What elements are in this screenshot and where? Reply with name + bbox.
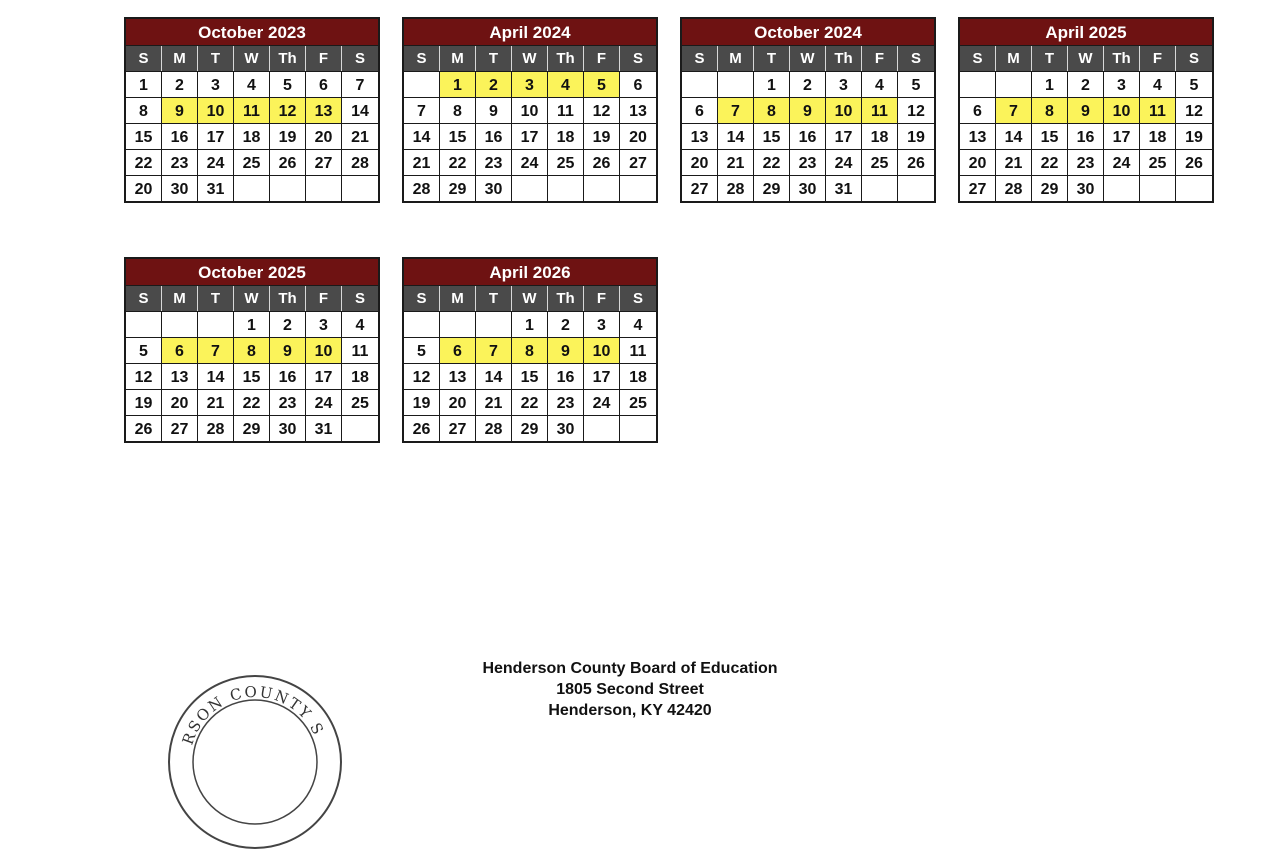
day-cell: 20 <box>440 389 476 415</box>
day-of-week-header: Th <box>1104 46 1140 71</box>
highlighted-day-cell: 9 <box>548 337 584 363</box>
day-cell: 25 <box>234 149 270 175</box>
day-of-week-header: S <box>404 46 440 71</box>
day-cell: 5 <box>270 71 306 97</box>
day-cell: 18 <box>548 123 584 149</box>
day-cell: 8 <box>126 97 162 123</box>
day-cell: 3 <box>198 71 234 97</box>
day-cell: 1 <box>1032 71 1068 97</box>
day-cell: 12 <box>126 363 162 389</box>
calendar-october-2023 <box>124 17 380 203</box>
day-cell: 21 <box>198 389 234 415</box>
day-cell: 11 <box>342 337 378 363</box>
calendar-title: April 2026 <box>404 259 656 286</box>
calendar-title: October 2024 <box>682 19 934 46</box>
day-of-week-header: M <box>162 286 198 311</box>
calendar-title: April 2024 <box>404 19 656 46</box>
day-cell: 22 <box>234 389 270 415</box>
day-cell: 14 <box>342 97 378 123</box>
day-of-week-header: F <box>306 46 342 71</box>
day-cell: 19 <box>270 123 306 149</box>
day-cell: 21 <box>476 389 512 415</box>
day-cell: 31 <box>306 415 342 441</box>
day-of-week-header: F <box>584 46 620 71</box>
highlighted-day-cell: 6 <box>440 337 476 363</box>
empty-day-cell <box>476 311 512 337</box>
day-cell: 22 <box>512 389 548 415</box>
day-of-week-header: S <box>682 46 718 71</box>
day-cell: 21 <box>404 149 440 175</box>
day-cell: 20 <box>682 149 718 175</box>
empty-day-cell <box>682 71 718 97</box>
empty-day-cell <box>342 175 378 201</box>
day-cell: 3 <box>306 311 342 337</box>
empty-day-cell <box>1176 175 1212 201</box>
empty-day-cell <box>198 311 234 337</box>
day-cell: 19 <box>1176 123 1212 149</box>
day-cell: 26 <box>270 149 306 175</box>
day-cell: 5 <box>1176 71 1212 97</box>
day-cell: 19 <box>898 123 934 149</box>
calendar-april-2026 <box>402 257 658 443</box>
seal-text: RSON COUNTY S <box>178 682 328 748</box>
day-cell: 13 <box>162 363 198 389</box>
empty-day-cell <box>234 175 270 201</box>
day-cell: 4 <box>342 311 378 337</box>
day-cell: 15 <box>512 363 548 389</box>
day-cell: 16 <box>162 123 198 149</box>
day-of-week-header: S <box>126 46 162 71</box>
day-cell: 13 <box>682 123 718 149</box>
calendar-grid <box>126 46 378 201</box>
day-cell: 30 <box>1068 175 1104 201</box>
highlighted-day-cell: 11 <box>862 97 898 123</box>
highlighted-day-cell: 10 <box>306 337 342 363</box>
day-cell: 1 <box>126 71 162 97</box>
day-of-week-header: M <box>718 46 754 71</box>
day-cell: 13 <box>960 123 996 149</box>
day-of-week-header: S <box>342 286 378 311</box>
empty-day-cell <box>512 175 548 201</box>
day-of-week-header: T <box>754 46 790 71</box>
empty-day-cell <box>270 175 306 201</box>
day-cell: 12 <box>584 97 620 123</box>
day-cell: 16 <box>790 123 826 149</box>
day-cell: 25 <box>620 389 656 415</box>
empty-day-cell <box>1140 175 1176 201</box>
calendar-title: October 2023 <box>126 19 378 46</box>
day-cell: 23 <box>162 149 198 175</box>
day-cell: 28 <box>342 149 378 175</box>
empty-day-cell <box>126 311 162 337</box>
day-cell: 27 <box>440 415 476 441</box>
day-cell: 25 <box>548 149 584 175</box>
calendar-october-2024 <box>680 17 936 203</box>
empty-day-cell <box>440 311 476 337</box>
day-cell: 23 <box>548 389 584 415</box>
day-cell: 4 <box>1140 71 1176 97</box>
day-of-week-header: W <box>234 286 270 311</box>
day-cell: 1 <box>234 311 270 337</box>
day-cell: 25 <box>1140 149 1176 175</box>
empty-day-cell <box>162 311 198 337</box>
day-of-week-header: S <box>960 46 996 71</box>
day-cell: 23 <box>270 389 306 415</box>
day-cell: 29 <box>440 175 476 201</box>
day-cell: 14 <box>996 123 1032 149</box>
day-of-week-header: Th <box>548 286 584 311</box>
day-cell: 7 <box>404 97 440 123</box>
day-of-week-header: W <box>234 46 270 71</box>
day-of-week-header: T <box>476 46 512 71</box>
day-cell: 24 <box>198 149 234 175</box>
day-cell: 4 <box>620 311 656 337</box>
highlighted-day-cell: 11 <box>234 97 270 123</box>
day-cell: 19 <box>584 123 620 149</box>
day-of-week-header: M <box>162 46 198 71</box>
day-cell: 18 <box>234 123 270 149</box>
day-of-week-header: T <box>1032 46 1068 71</box>
highlighted-day-cell: 8 <box>512 337 548 363</box>
day-cell: 12 <box>404 363 440 389</box>
empty-day-cell <box>584 415 620 441</box>
highlighted-day-cell: 6 <box>162 337 198 363</box>
empty-day-cell <box>620 415 656 441</box>
day-cell: 29 <box>512 415 548 441</box>
day-cell: 16 <box>270 363 306 389</box>
empty-day-cell <box>584 175 620 201</box>
day-of-week-header: F <box>1140 46 1176 71</box>
day-cell: 27 <box>306 149 342 175</box>
highlighted-day-cell: 7 <box>476 337 512 363</box>
day-cell: 20 <box>162 389 198 415</box>
day-cell: 4 <box>862 71 898 97</box>
day-cell: 2 <box>270 311 306 337</box>
highlighted-day-cell: 9 <box>1068 97 1104 123</box>
highlighted-day-cell: 7 <box>198 337 234 363</box>
day-cell: 4 <box>234 71 270 97</box>
footer-org: Henderson County Board of Education <box>482 660 778 677</box>
day-of-week-header: T <box>198 46 234 71</box>
day-cell: 16 <box>548 363 584 389</box>
empty-day-cell <box>718 71 754 97</box>
day-cell: 21 <box>996 149 1032 175</box>
day-cell: 24 <box>512 149 548 175</box>
day-cell: 6 <box>960 97 996 123</box>
day-of-week-header: Th <box>270 286 306 311</box>
day-cell: 21 <box>342 123 378 149</box>
day-cell: 27 <box>162 415 198 441</box>
day-cell: 30 <box>162 175 198 201</box>
empty-day-cell <box>996 71 1032 97</box>
day-cell: 29 <box>234 415 270 441</box>
day-of-week-header: S <box>898 46 934 71</box>
day-cell: 6 <box>682 97 718 123</box>
day-cell: 28 <box>996 175 1032 201</box>
day-of-week-header: S <box>1176 46 1212 71</box>
day-cell: 27 <box>620 149 656 175</box>
day-of-week-header: F <box>584 286 620 311</box>
day-cell: 23 <box>1068 149 1104 175</box>
day-cell: 15 <box>234 363 270 389</box>
day-cell: 25 <box>342 389 378 415</box>
day-cell: 20 <box>126 175 162 201</box>
empty-day-cell <box>404 71 440 97</box>
day-cell: 19 <box>126 389 162 415</box>
day-cell: 21 <box>718 149 754 175</box>
empty-day-cell <box>306 175 342 201</box>
day-cell: 10 <box>512 97 548 123</box>
day-cell: 7 <box>342 71 378 97</box>
day-of-week-header: W <box>790 46 826 71</box>
day-cell: 17 <box>826 123 862 149</box>
empty-day-cell <box>1104 175 1140 201</box>
calendar-april-2025 <box>958 17 1214 203</box>
day-cell: 18 <box>620 363 656 389</box>
day-cell: 14 <box>718 123 754 149</box>
day-of-week-header: S <box>126 286 162 311</box>
day-cell: 30 <box>548 415 584 441</box>
day-of-week-header: M <box>440 286 476 311</box>
day-cell: 2 <box>162 71 198 97</box>
day-cell: 23 <box>790 149 826 175</box>
day-cell: 19 <box>404 389 440 415</box>
calendar-title: October 2025 <box>126 259 378 286</box>
highlighted-day-cell: 13 <box>306 97 342 123</box>
day-cell: 29 <box>1032 175 1068 201</box>
highlighted-day-cell: 9 <box>270 337 306 363</box>
day-of-week-header: W <box>512 46 548 71</box>
empty-day-cell <box>620 175 656 201</box>
day-cell: 3 <box>826 71 862 97</box>
highlighted-day-cell: 10 <box>198 97 234 123</box>
day-of-week-header: T <box>198 286 234 311</box>
day-cell: 31 <box>826 175 862 201</box>
day-cell: 15 <box>126 123 162 149</box>
day-cell: 8 <box>440 97 476 123</box>
day-cell: 31 <box>198 175 234 201</box>
day-cell: 20 <box>620 123 656 149</box>
day-cell: 22 <box>754 149 790 175</box>
empty-day-cell <box>960 71 996 97</box>
day-cell: 2 <box>1068 71 1104 97</box>
highlighted-day-cell: 5 <box>584 71 620 97</box>
day-cell: 3 <box>1104 71 1140 97</box>
day-cell: 28 <box>718 175 754 201</box>
footer-street: 1805 Second Street <box>556 681 704 698</box>
day-cell: 27 <box>682 175 718 201</box>
calendar-grid <box>126 286 378 441</box>
calendar-april-2024 <box>402 17 658 203</box>
highlighted-day-cell: 2 <box>476 71 512 97</box>
day-cell: 24 <box>1104 149 1140 175</box>
highlighted-day-cell: 8 <box>754 97 790 123</box>
day-cell: 15 <box>754 123 790 149</box>
day-cell: 24 <box>584 389 620 415</box>
day-cell: 5 <box>898 71 934 97</box>
day-cell: 3 <box>584 311 620 337</box>
day-cell: 28 <box>404 175 440 201</box>
day-of-week-header: W <box>512 286 548 311</box>
day-cell: 12 <box>1176 97 1212 123</box>
day-cell: 13 <box>620 97 656 123</box>
day-cell: 28 <box>476 415 512 441</box>
day-cell: 15 <box>440 123 476 149</box>
day-cell: 26 <box>1176 149 1212 175</box>
footer-city: Henderson, KY 42420 <box>548 702 712 719</box>
day-cell: 23 <box>476 149 512 175</box>
day-of-week-header: Th <box>548 46 584 71</box>
day-cell: 6 <box>620 71 656 97</box>
day-cell: 30 <box>270 415 306 441</box>
highlighted-day-cell: 10 <box>1104 97 1140 123</box>
day-of-week-header: M <box>440 46 476 71</box>
day-cell: 16 <box>476 123 512 149</box>
day-cell: 30 <box>476 175 512 201</box>
day-of-week-header: T <box>476 286 512 311</box>
day-cell: 20 <box>960 149 996 175</box>
highlighted-day-cell: 9 <box>790 97 826 123</box>
day-cell: 12 <box>898 97 934 123</box>
day-of-week-header: S <box>342 46 378 71</box>
highlighted-day-cell: 11 <box>1140 97 1176 123</box>
day-cell: 22 <box>126 149 162 175</box>
day-cell: 17 <box>584 363 620 389</box>
day-cell: 18 <box>342 363 378 389</box>
day-cell: 24 <box>306 389 342 415</box>
day-of-week-header: F <box>862 46 898 71</box>
highlighted-day-cell: 8 <box>234 337 270 363</box>
county-seal-logo <box>165 672 345 852</box>
day-cell: 15 <box>1032 123 1068 149</box>
empty-day-cell <box>898 175 934 201</box>
calendar-grid <box>404 286 656 441</box>
day-cell: 11 <box>548 97 584 123</box>
day-cell: 25 <box>862 149 898 175</box>
day-cell: 18 <box>1140 123 1176 149</box>
day-of-week-header: S <box>404 286 440 311</box>
day-cell: 2 <box>548 311 584 337</box>
day-cell: 14 <box>198 363 234 389</box>
day-cell: 9 <box>476 97 512 123</box>
day-cell: 17 <box>306 363 342 389</box>
highlighted-day-cell: 10 <box>584 337 620 363</box>
calendar-grid <box>960 46 1212 201</box>
empty-day-cell <box>862 175 898 201</box>
footer-address <box>430 658 830 721</box>
day-cell: 17 <box>512 123 548 149</box>
calendar-october-2025 <box>124 257 380 443</box>
day-cell: 26 <box>404 415 440 441</box>
calendar-grid <box>682 46 934 201</box>
calendar-title: April 2025 <box>960 19 1212 46</box>
day-of-week-header: M <box>996 46 1032 71</box>
day-cell: 13 <box>440 363 476 389</box>
day-of-week-header: S <box>620 46 656 71</box>
day-cell: 24 <box>826 149 862 175</box>
highlighted-day-cell: 9 <box>162 97 198 123</box>
day-cell: 16 <box>1068 123 1104 149</box>
day-cell: 18 <box>862 123 898 149</box>
day-cell: 20 <box>306 123 342 149</box>
day-of-week-header: W <box>1068 46 1104 71</box>
day-cell: 1 <box>754 71 790 97</box>
empty-day-cell <box>404 311 440 337</box>
day-cell: 6 <box>306 71 342 97</box>
day-cell: 22 <box>1032 149 1068 175</box>
day-cell: 26 <box>126 415 162 441</box>
calendar-grid <box>404 46 656 201</box>
highlighted-day-cell: 7 <box>996 97 1032 123</box>
day-cell: 17 <box>198 123 234 149</box>
day-cell: 5 <box>404 337 440 363</box>
day-of-week-header: Th <box>826 46 862 71</box>
empty-day-cell <box>548 175 584 201</box>
day-of-week-header: S <box>620 286 656 311</box>
day-cell: 22 <box>440 149 476 175</box>
day-cell: 14 <box>476 363 512 389</box>
day-cell: 11 <box>620 337 656 363</box>
day-cell: 26 <box>898 149 934 175</box>
day-cell: 30 <box>790 175 826 201</box>
highlighted-day-cell: 7 <box>718 97 754 123</box>
highlighted-day-cell: 3 <box>512 71 548 97</box>
highlighted-day-cell: 10 <box>826 97 862 123</box>
day-cell: 14 <box>404 123 440 149</box>
highlighted-day-cell: 8 <box>1032 97 1068 123</box>
day-cell: 2 <box>790 71 826 97</box>
day-cell: 26 <box>584 149 620 175</box>
day-of-week-header: F <box>306 286 342 311</box>
highlighted-day-cell: 12 <box>270 97 306 123</box>
day-cell: 27 <box>960 175 996 201</box>
day-cell: 28 <box>198 415 234 441</box>
day-cell: 5 <box>126 337 162 363</box>
day-cell: 17 <box>1104 123 1140 149</box>
highlighted-day-cell: 4 <box>548 71 584 97</box>
day-of-week-header: Th <box>270 46 306 71</box>
day-cell: 29 <box>754 175 790 201</box>
empty-day-cell <box>342 415 378 441</box>
highlighted-day-cell: 1 <box>440 71 476 97</box>
day-cell: 1 <box>512 311 548 337</box>
